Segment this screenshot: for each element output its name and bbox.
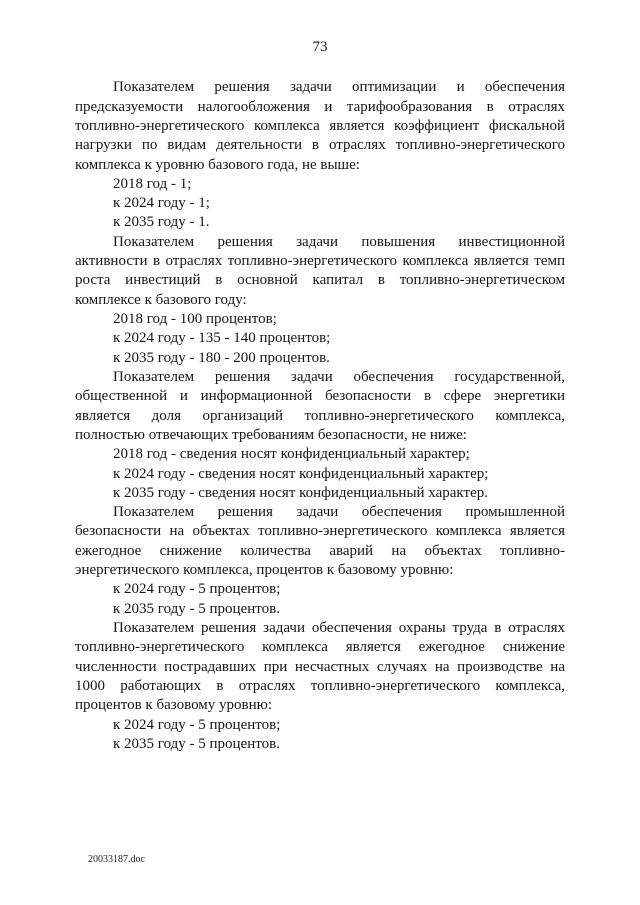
paragraph-line: роста инвестиций в основной капитал в топливно-энергетическом (75, 272, 565, 289)
section-labor-protection (75, 619, 565, 754)
list-item: к 2024 году - сведения носят конфиденциальный характер; (113, 465, 489, 482)
paragraph-line: активности в отраслях топливно-энергетического комплекса является темп (75, 253, 565, 270)
paragraph-line: Показателем решения задачи обеспечения государственной, (113, 368, 565, 385)
section-security (75, 368, 565, 503)
list-item: к 2035 году - 5 процентов. (113, 600, 280, 617)
list-item: к 2035 году - 180 - 200 процентов. (113, 349, 330, 366)
page-number: 73 (312, 39, 328, 55)
list-item: к 2024 году - 1; (113, 195, 210, 212)
footer-file-name: 20033187.doc (88, 854, 145, 865)
paragraph-line: нагрузки по видам деятельности в отраслях топливно-энергетического (75, 137, 565, 154)
paragraph-line: ежегодное снижение количества аварий на объектах топливно- (75, 542, 565, 559)
section-investment-growth (75, 233, 565, 368)
paragraph-line: комплекса к уровню базового года, не выше: (75, 156, 360, 173)
list-item: к 2024 году - 5 процентов; (113, 581, 281, 598)
list-item: 2018 год - 100 процентов; (113, 311, 277, 328)
paragraph-line: энергетического комплекса, процентов к базовому уровню: (75, 562, 454, 579)
paragraph-line: является доля организаций топливно-энергетического комплекса, (75, 407, 565, 424)
paragraph-line: Показателем решения задачи обеспечения промышленной (113, 504, 565, 521)
paragraph-line: Показателем решения задачи оптимизации и обеспечения (113, 79, 565, 96)
list-item: к 2024 году - 5 процентов; (113, 716, 281, 733)
paragraph-line: предсказуемости налогообложения и тарифообразования в отраслях (75, 98, 565, 115)
list-item: к 2035 году - 1. (113, 214, 210, 231)
paragraph-line: полностью отвечающих требованиям безопасности, не ниже: (75, 426, 467, 443)
paragraph-line: Показателем решения задачи обеспечения охраны труда в отраслях (113, 620, 565, 637)
document-body (75, 78, 565, 754)
paragraph-line: общественной и информационной безопасности в сфере энергетики (75, 388, 565, 405)
paragraph-line: комплексе к базового году: (75, 291, 247, 308)
section-fiscal-load (75, 78, 565, 233)
paragraph-line: топливно-энергетического комплекса является коэффициент фискальной (75, 117, 565, 134)
paragraph-line: Показателем решения задачи повышения инвестиционной (113, 233, 565, 250)
paragraph-line: численности пострадавших при несчастных случаях на производстве на (75, 658, 565, 675)
paragraph-line: процентов к базовому уровню: (75, 697, 273, 714)
list-item: 2018 год - 1; (113, 175, 192, 192)
paragraph-line: безопасности на объектах топливно-энергетического комплекса является (75, 523, 565, 540)
list-item: 2018 год - сведения носят конфиденциальный характер; (113, 446, 470, 463)
section-industrial-safety (75, 503, 565, 619)
paragraph-line: 1000 работающих в отраслях топливно-энергетического комплекса, (75, 677, 565, 694)
list-item: к 2035 году - 5 процентов. (113, 735, 280, 752)
paragraph-line: топливно-энергетического комплекса является ежегодное снижение (75, 639, 565, 656)
list-item: к 2035 году - сведения носят конфиденциальный характер. (113, 484, 488, 501)
list-item: к 2024 году - 135 - 140 процентов; (113, 330, 331, 347)
